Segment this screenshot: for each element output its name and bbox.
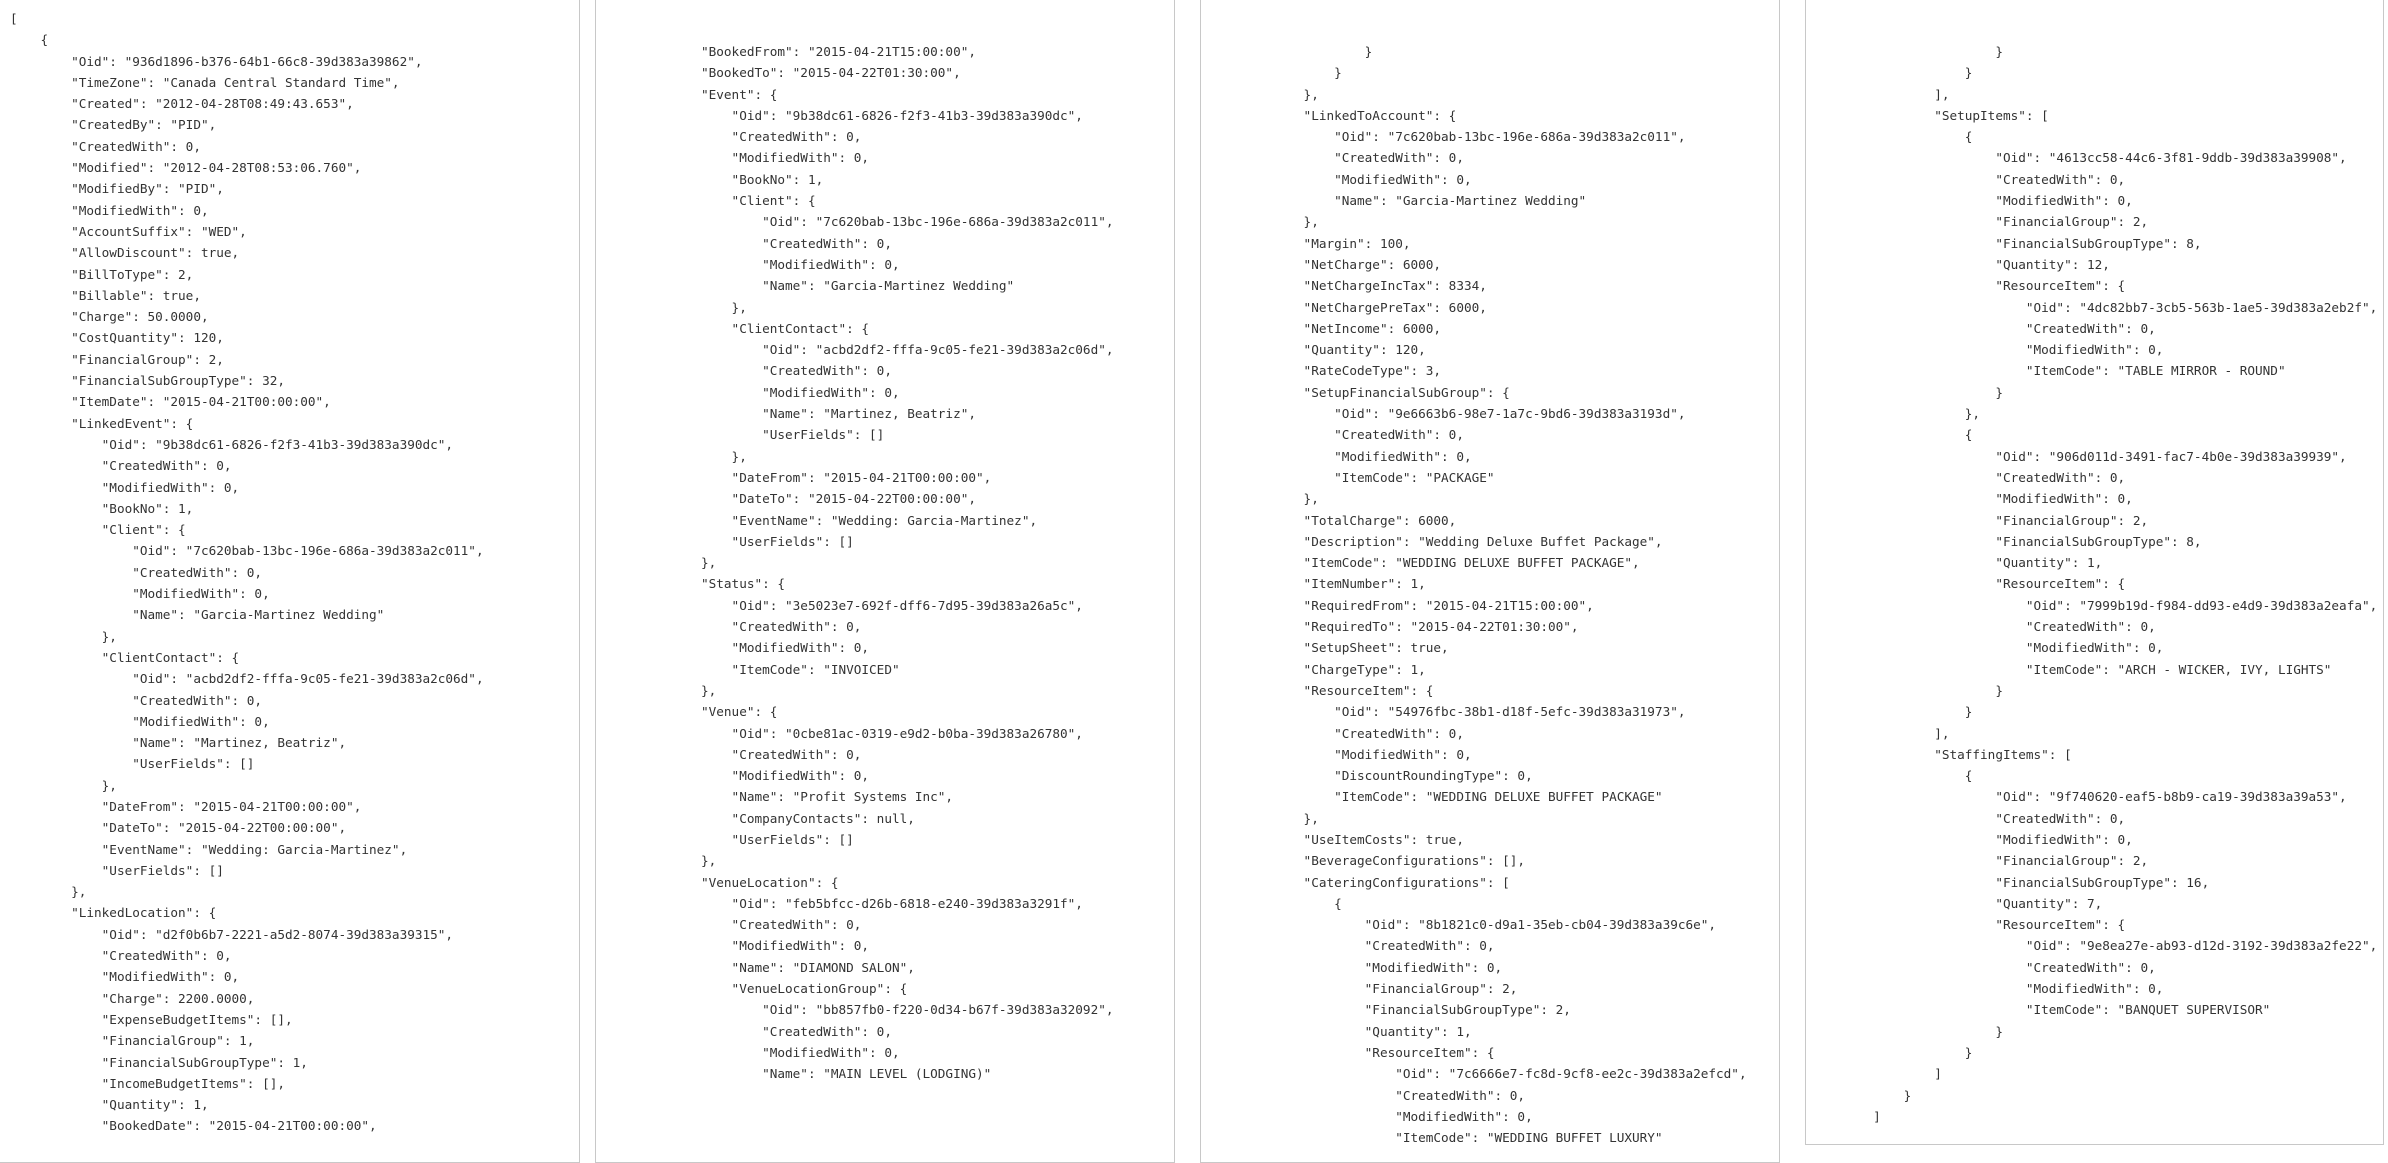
json-panel-1[interactable] — [0, 0, 580, 1163]
json-panel-2[interactable] — [595, 0, 1175, 1163]
json-panel-3[interactable] — [1200, 0, 1780, 1163]
json-text-4: } } ], "SetupItems": [ { "Oid": "4613cc58-44c6-3f81-9ddb-39d383a39908", "CreatedWith": 0, "ModifiedWith": 0, "FinancialGroup": 2, "FinancialSubGroupType": 8, "Quantity": 12, "ResourceItem": { "Oid": "4dc82bb7-3cb5-563b-1ae5-39d383a2eb2f", "CreatedWith": 0, "ModifiedWith": 0, "ItemCode": "TABLE MIRROR - ROUND" } }, { "Oid": "906d011d-3491-fac7-4b0e-39d383a39939", "CreatedWith": 0, "ModifiedWith": 0, "FinancialGroup": 2, "FinancialSubGroupType": 8, "Quantity": 1, "ResourceItem": { "Oid": "7999b19d-f984-dd93-e4d9-39d383a2eafa", "CreatedWith": 0, "ModifiedWith": 0, "ItemCode": "ARCH - WICKER, IVY, LIGHTS" } } ], "StaffingItems": [ { "Oid": "9f740620-eaf5-b8b9-ca19-39d383a39a53", "CreatedWith": 0, "ModifiedWith": 0, "FinancialGroup": 2, "FinancialSubGroupType": 16, "Quantity": 7, "ResourceItem": { "Oid": "9e8ea27e-ab93-d12d-3192-39d383a2fe22", "CreatedWith": 0, "ModifiedWith": 0, "ItemCode": "BANQUET SUPERVISOR" } } ] } ] — [1873, 44, 2378, 1124]
json-text-3: } } }, "LinkedToAccount": { "Oid": "7c620bab-13bc-196e-686a-39d383a2c011", "CreatedWith": 0, "ModifiedWith": 0, "Name": "Garcia-Martinez Wedding" }, "Margin": 100, "NetCharge": 6000, "NetChargeIncTax": 8334, "NetChargePreTax": 6000, "NetIncome": 6000, "Quantity": 120, "RateCodeType": 3, "SetupFinancialSubGroup": { "Oid": "9e6663b6-98e7-1a7c-9bd6-39d383a3193d", "CreatedWith": 0, "ModifiedWith": 0, "ItemCode": "PACKAGE" }, "TotalCharge": 6000, "Description": "Wedding Deluxe Buffet Package", "ItemCode": "WEDDING DELUXE BUFFET PACKAGE", "ItemNumber": 1, "RequiredFrom": "2015-04-21T15:00:00", "RequiredTo": "2015-04-22T01:30:00", "SetupSheet": true, "ChargeType": 1, "ResourceItem": { "Oid": "54976fbc-38b1-d18f-5efc-39d383a31973", "CreatedWith": 0, "ModifiedWith": 0, "DiscountRoundingType": 0, "ItemCode": "WEDDING DELUXE BUFFET PACKAGE" }, "UseItemCosts": true, "BeverageConfigurations": [], "CateringConfigurations": [ { "Oid": "8b1821c0-d9a1-35eb-cb04-39d383a39c6e", "CreatedWith": 0, "ModifiedWith": 0, "FinancialGroup": 2, "FinancialSubGroupType": 2, "Quantity": 1, "ResourceItem": { "Oid": "7c6666e7-fc8d-9cf8-ee2c-39d383a2efcd", "CreatedWith": 0, "ModifiedWith": 0, "ItemCode": "WEDDING BUFFET LUXURY" — [1303, 44, 1747, 1146]
json-text-1: [ { "Oid": "936d1896-b376-64b1-66c8-39d383a39862", "TimeZone": "Canada Central Standard Time", "Created": "2012-04-28T08:49:43.653", "CreatedBy": "PID", "CreatedWith": 0, "Modified": "2012-04-28T08:53:06.760", "ModifiedBy": "PID", "ModifiedWith": 0, "AccountSuffix": "WED", "AllowDiscount": true, "BillToType": 2, "Billable": true, "Charge": 50.0000, "CostQuantity": 120, "FinancialGroup": 2, "FinancialSubGroupType": 32, "ItemDate": "2015-04-21T00:00:00", "LinkedEvent": { "Oid": "9b38dc61-6826-f2f3-41b3-39d383a390dc", "CreatedWith": 0, "ModifiedWith": 0, "BookNo": 1, "Client": { "Oid": "7c620bab-13bc-196e-686a-39d383a2c011", "CreatedWith": 0, "ModifiedWith": 0, "Name": "Garcia-Martinez Wedding" }, "ClientContact": { "Oid": "acbd2df2-fffa-9c05-fe21-39d383a2c06d", "CreatedWith": 0, "ModifiedWith": 0, "Name": "Martinez, Beatriz", "UserFields": [] }, "DateFrom": "2015-04-21T00:00:00", "DateTo": "2015-04-22T00:00:00", "EventName": "Wedding: Garcia-Martinez", "UserFields": [] }, "LinkedLocation": { "Oid": "d2f0b6b7-2221-a5d2-8074-39d383a39315", "CreatedWith": 0, "ModifiedWith": 0, "Charge": 2200.0000, "ExpenseBudgetItems": [], "FinancialGroup": 1, "FinancialSubGroupType": 1, "IncomeBudgetItems": [], "Quantity": 1, "BookedDate": "2015-04-21T00:00:00", — [10, 11, 484, 1134]
json-panel-4[interactable] — [1805, 0, 2384, 1145]
json-text-2: "BookedFrom": "2015-04-21T15:00:00", "BookedTo": "2015-04-22T01:30:00", "Event": { "Oid": "9b38dc61-6826-f2f3-41b3-39d383a390dc", "CreatedWith": 0, "ModifiedWith": 0, "BookNo": 1, "Client": { "Oid": "7c620bab-13bc-196e-686a-39d383a2c011", "CreatedWith": 0, "ModifiedWith": 0, "Name": "Garcia-Martinez Wedding" }, "ClientContact": { "Oid": "acbd2df2-fffa-9c05-fe21-39d383a2c06d", "CreatedWith": 0, "ModifiedWith": 0, "Name": "Martinez, Beatriz", "UserFields": [] }, "DateFrom": "2015-04-21T00:00:00", "DateTo": "2015-04-22T00:00:00", "EventName": "Wedding: Garcia-Martinez", "UserFields": [] }, "Status": { "Oid": "3e5023e7-692f-dff6-7d95-39d383a26a5c", "CreatedWith": 0, "ModifiedWith": 0, "ItemCode": "INVOICED" }, "Venue": { "Oid": "0cbe81ac-0319-e9d2-b0ba-39d383a26780", "CreatedWith": 0, "ModifiedWith": 0, "Name": "Profit Systems Inc", "CompanyContacts": null, "UserFields": [] }, "VenueLocation": { "Oid": "feb5bfcc-d26b-6818-e240-39d383a3291f", "CreatedWith": 0, "ModifiedWith": 0, "Name": "DIAMOND SALON", "VenueLocationGroup": { "Oid": "bb857fb0-f220-0d34-b67f-39d383a32092", "CreatedWith": 0, "ModifiedWith": 0, "Name": "MAIN LEVEL (LODGING)" — [701, 44, 1114, 1082]
